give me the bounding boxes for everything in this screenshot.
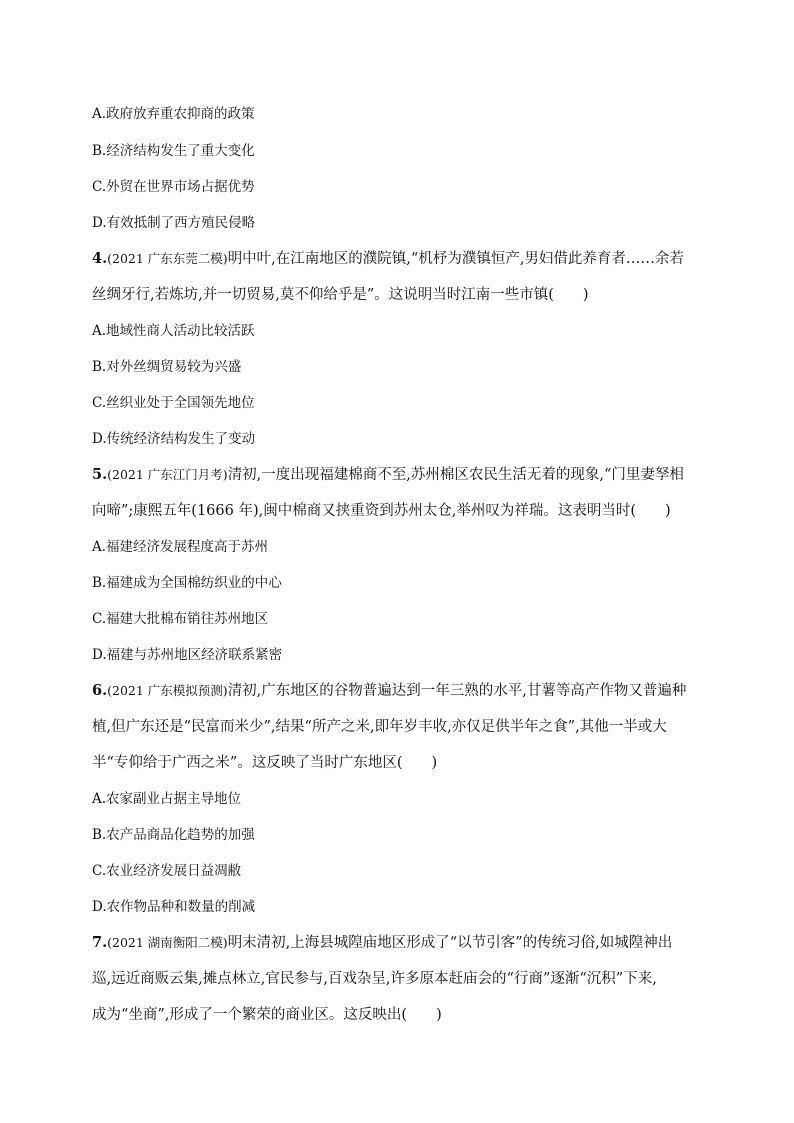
q7-text-1: 明末清初,上海县城隍庙地区形成了“以节引客”的传统习俗,如城隍神出 [227, 935, 673, 951]
q4-option-b: B.对外丝绸贸易较为兴盛 [92, 359, 242, 375]
q4-option-a: A.地域性商人活动比较活跃 [92, 323, 255, 339]
q6-text-1: 清初,广东地区的谷物普遍达到一年三熟的水平,甘薯等高产作物又普遍种 [227, 683, 687, 699]
q7-source: (2021 湖南衡阳二模) [107, 935, 228, 950]
q5-option-c: C.福建大批棉布销往苏州地区 [92, 611, 269, 627]
q4-stem-line-1 [92, 249, 732, 269]
q4-number: 4. [92, 250, 108, 267]
q4-option-c: C.丝织业处于全国领先地位 [92, 395, 255, 411]
q5-stem-line-1 [92, 465, 732, 485]
q5-option-b: B.福建成为全国棉纺织业的中心 [92, 575, 282, 591]
q3-option-c: C.外贸在世界市场占据优势 [92, 179, 255, 195]
q3-option-b: B.经济结构发生了重大变化 [92, 143, 255, 159]
q4-text-1: 明中叶,在江南地区的濮院镇,“机杼为濮镇恒产,男妇借此养育者……余若 [227, 251, 684, 267]
q6-stem-line-1 [92, 681, 732, 701]
q4-stem-line-2: 丝绸牙行,若炼坊,并一切贸易,莫不仰给乎是”。这说明当时江南一些市镇( ) [92, 287, 589, 303]
q3-option-d: D.有效抵制了西方殖民侵略 [92, 215, 256, 231]
q6-option-d: D.农作物品种和数量的削减 [92, 899, 256, 915]
q5-stem-line-2: 向啼”;康熙五年(1666 年),闽中棉商又挟重资到苏州太仓,举州叹为祥瑞。这表明当时( ) [92, 503, 671, 519]
q5-option-d: D.福建与苏州地区经济联系紧密 [92, 647, 283, 663]
q5-text-1: 清初,一度出现福建棉商不至,苏州棉区农民生活无着的现象,“门里妻孥相 [227, 467, 684, 483]
q6-option-b: B.农产品商品化趋势的加强 [92, 827, 255, 843]
q4-option-d: D.传统经济结构发生了变动 [92, 431, 256, 447]
q7-number: 7. [92, 934, 108, 951]
q4-source: (2021 广东东莞二模) [107, 251, 228, 266]
q6-stem-line-3: 半“专仰给于广西之米”。这反映了当时广东地区( ) [92, 755, 438, 771]
q3-option-a: A.政府放弃重农抑商的政策 [92, 106, 255, 122]
q5-number: 5. [92, 466, 108, 483]
q6-source: (2021 广东模拟预测) [107, 683, 228, 698]
q7-stem-line-3: 成为“坐商”,形成了一个繁荣的商业区。这反映出( ) [92, 1007, 442, 1023]
q6-option-c: C.农业经济发展日益凋敝 [92, 863, 242, 879]
q7-stem-line-1 [92, 933, 732, 953]
q5-source: (2021 广东江门月考) [107, 467, 228, 482]
q5-option-a: A.福建经济发展程度高于苏州 [92, 539, 269, 555]
q6-number: 6. [92, 682, 108, 699]
q6-option-a: A.农家副业占据主导地位 [92, 791, 242, 807]
q6-stem-line-2: 植,但广东还是“民富而米少”,结果“所产之米,即年岁丰收,亦仅足供半年之食”,其他一半或大 [92, 719, 667, 735]
q7-stem-line-2: 巡,远近商贩云集,摊点林立,官民参与,百戏杂呈,许多原本赶庙会的“行商”逐渐“沉积”下来, [92, 971, 657, 987]
